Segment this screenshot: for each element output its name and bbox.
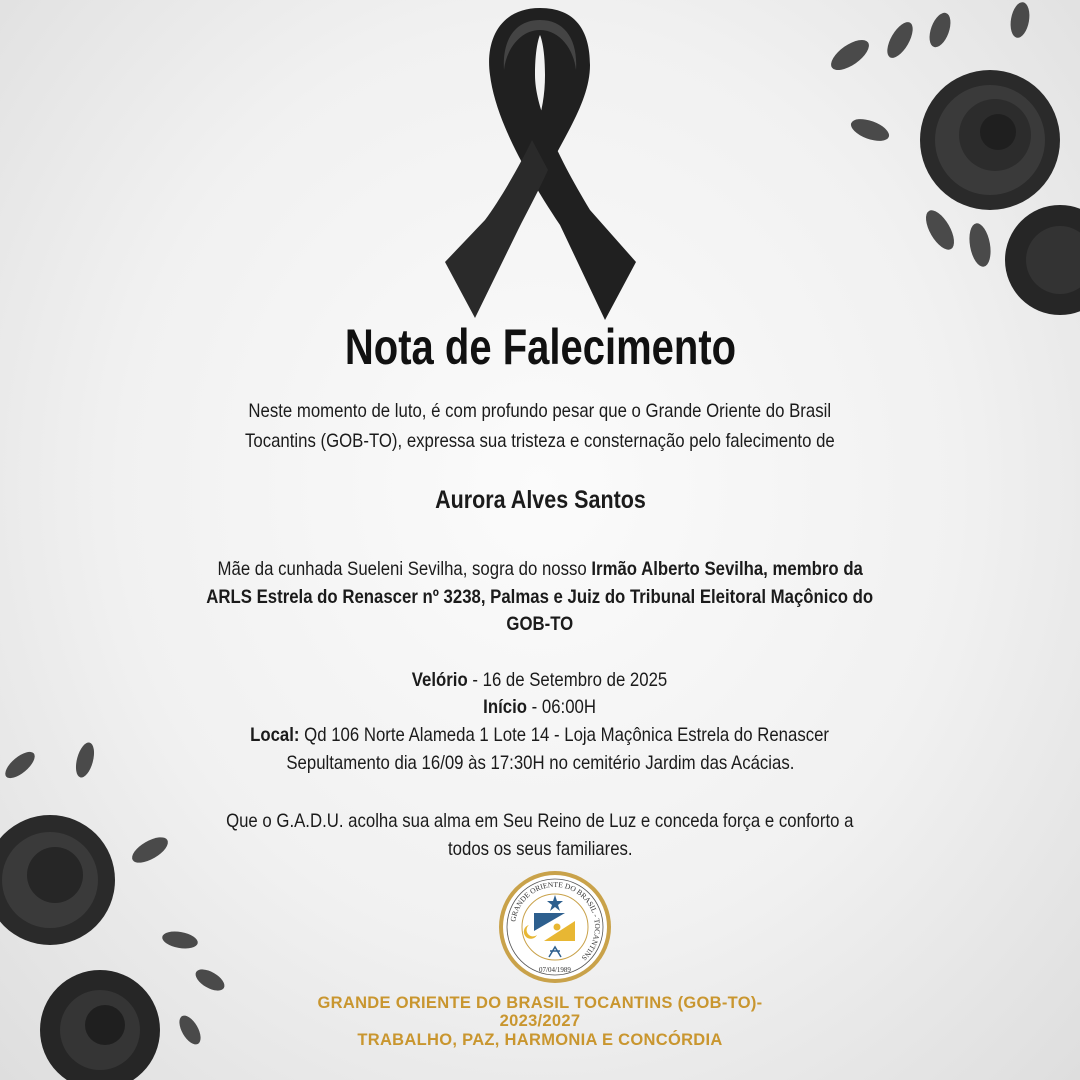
closing-line-1: Que o G.A.D.U. acolha sua alma em Seu Reino de Luz e conceda força e conforto a (226, 810, 854, 832)
footer-line-3: TRABALHO, PAZ, HARMONIA E CONCÓRDIA (357, 1031, 723, 1049)
seal-date: 07/04/1989 (539, 966, 571, 974)
intro-line-1: Neste momento de luto, é com profundo pesar que o Grande Oriente do Brasil (248, 400, 832, 422)
inicio-line: Início - 06:00H (483, 696, 597, 718)
mourning-ribbon-icon (440, 0, 640, 320)
footer-line-1: GRANDE ORIENTE DO BRASIL TOCANTINS (GOB-TO)- (317, 994, 763, 1012)
relation-line-2: ARLS Estrela do Renascer nº 3238, Palmas e Juiz do Tribunal Eleitoral Maçônico do (206, 586, 874, 608)
page-title: Nota de Falecimento (344, 319, 736, 375)
footer-line-2: 2023/2027 (499, 1012, 581, 1030)
closing-line-2: todos os seus familiares. (447, 838, 633, 860)
roses-decoration-top-right (790, 0, 1080, 330)
deceased-name: Aurora Alves Santos (434, 486, 646, 514)
intro-line-2: Tocantins (GOB-TO), expressa sua tristeza e consternação pelo falecimento de (245, 430, 835, 452)
sepultamento-line: Sepultamento dia 16/09 às 17:30H no cemitério Jardim das Acácias. (285, 752, 795, 774)
seal-ring-text: GRANDE ORIENTE DO BRASIL - TOCANTINS (508, 879, 603, 963)
gob-to-seal-logo (497, 869, 613, 985)
relation-line-3: GOB-TO (506, 613, 574, 635)
velorio-line: Velório - 16 de Setembro de 2025 (412, 669, 668, 691)
local-line: Local: Qd 106 Norte Alameda 1 Lote 14 - Loja Maçônica Estrela do Renascer (250, 724, 830, 746)
relation-line-1: Mãe da cunhada Sueleni Sevilha, sogra do nosso Irmão Alberto Sevilha, membro da (217, 558, 863, 580)
